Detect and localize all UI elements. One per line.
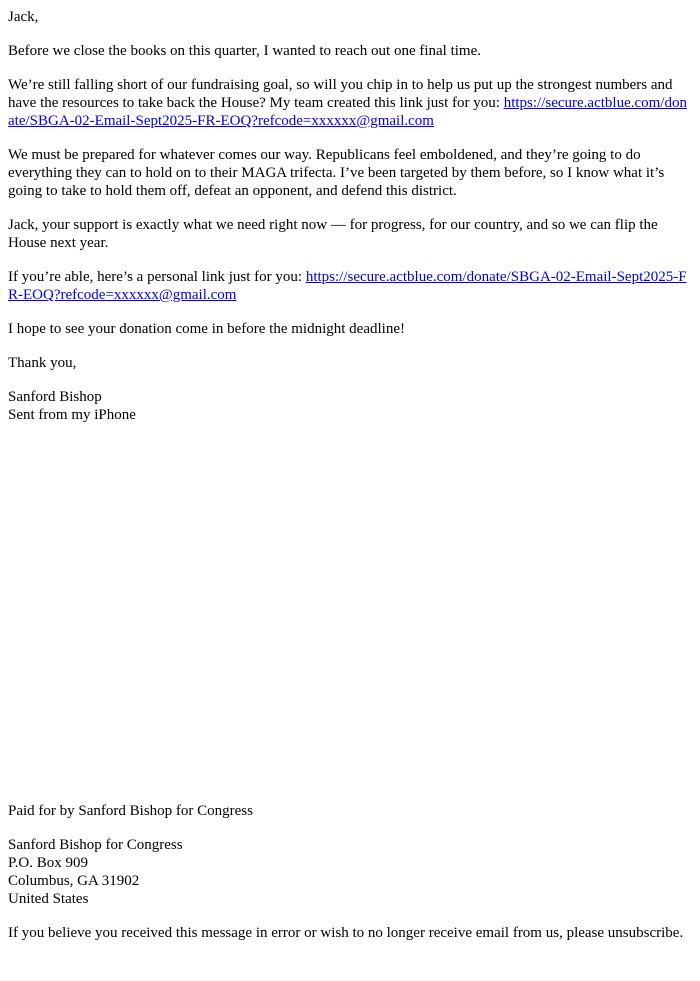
- paragraph-deadline: I hope to see your donation come in before the midnight deadline!: [8, 321, 405, 337]
- donate-link-primary[interactable]: https://secure.actblue.com/donate/SBGA-02-Email-Sept2025-FR-EOQ?refcode=xxxxxx@gmail.com: [8, 95, 687, 129]
- paragraph-fundraising-goal-text: We’re still falling short of our fundraising goal, so will you chip in to help us put up the strongest numbers and have the resources to take back the House? My team created this link just for you:: [8, 77, 673, 111]
- blank-space: [8, 440, 692, 802]
- closing: Thank you,: [8, 355, 77, 371]
- donate-link-personal[interactable]: https://secure.actblue.com/donate/SBGA-02-Email-Sept2025-FR-EOQ?refcode=xxxxxx@gmail.com: [8, 269, 687, 303]
- paragraph-prepared: We must be prepared for whatever comes our way. Republicans feel emboldened, and they’re going to do everything they can to hold on to their MAGA trifecta. I’ve been targeted by them before, so I know what it’s going to take to hold them off, defeat an opponent, and defend this district.: [8, 147, 665, 199]
- paid-for-disclaimer: Paid for by Sanford Bishop for Congress: [8, 803, 253, 819]
- paragraph-intro: Before we close the books on this quarter, I wanted to reach out one final time.: [8, 43, 481, 59]
- address-line-1: P.O. Box 909: [8, 855, 89, 871]
- signature-name: Sanford Bishop: [8, 389, 102, 405]
- email-footer: [8, 802, 692, 942]
- paragraph-personal-link-text: If you’re able, here’s a personal link just for you:: [8, 269, 306, 285]
- address-country: United States: [8, 891, 89, 907]
- paragraph-personal-link: [8, 268, 692, 304]
- paragraph-fundraising-goal: [8, 76, 692, 130]
- address-org-name: Sanford Bishop for Congress: [8, 837, 183, 853]
- address-line-2: Columbus, GA 31902: [8, 873, 140, 889]
- signature-device: Sent from my iPhone: [8, 407, 136, 423]
- mailing-address: [8, 836, 692, 908]
- signature: [8, 388, 692, 424]
- unsubscribe-notice: If you believe you received this message in error or wish to no longer receive email from us, please unsubscribe.: [8, 925, 684, 941]
- greeting: Jack,: [8, 9, 39, 25]
- paragraph-support: Jack, your support is exactly what we need right now — for progress, for our country, and so we can flip the House next year.: [8, 217, 658, 251]
